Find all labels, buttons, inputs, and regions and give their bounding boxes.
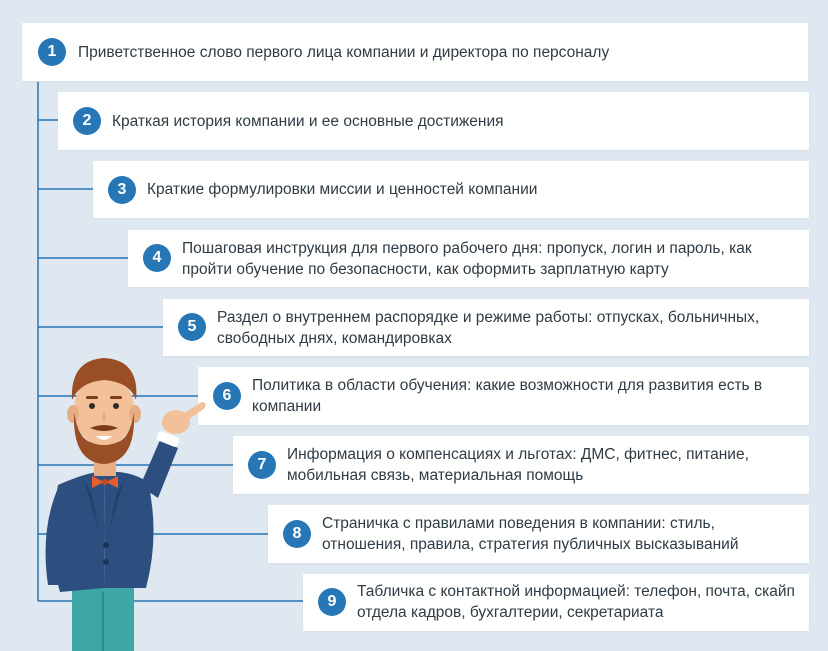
item-number-badge: 4	[143, 244, 171, 272]
item-card-5	[163, 299, 809, 356]
bearded-man-pointing-icon	[0, 330, 240, 651]
item-card-3	[93, 161, 809, 218]
item-number-badge: 7	[248, 451, 276, 479]
item-text: Краткие формулировки миссии и ценностей компании	[147, 181, 538, 198]
item-card-1	[22, 23, 808, 81]
item-number-badge: 1	[38, 38, 66, 66]
item-number-badge: 3	[108, 176, 136, 204]
item-number-badge: 9	[318, 588, 346, 616]
item-text: Раздел о внутреннем распорядке и режиме работы: отпусках, больничных, свободных днях, командировках	[217, 309, 760, 347]
item-number-badge: 8	[283, 520, 311, 548]
item-text: Страничка с правилами поведения в компании: стиль, отношения, правила, стратегия публичных высказываний	[322, 515, 739, 553]
item-card-9	[303, 574, 809, 631]
item-card-7	[233, 436, 809, 494]
item-card-4	[128, 230, 809, 287]
item-text: Краткая история компании и ее основные достижения	[112, 113, 504, 130]
item-text: Табличка с контактной информацией: телефон, почта, скайп отдела кадров, бухгалтерии, секретариата	[357, 583, 795, 621]
item-card-8	[268, 505, 809, 563]
item-card-2	[58, 92, 809, 150]
item-number-badge: 5	[178, 313, 206, 341]
item-number-badge: 6	[213, 382, 241, 410]
item-text: Информация о компенсациях и льготах: ДМС, фитнес, питание, мобильная связь, материальная помощь	[287, 446, 749, 484]
item-card-6	[198, 367, 809, 425]
item-text: Пошаговая инструкция для первого рабочего дня: пропуск, логин и пароль, как пройти обучение по безопасности, как оформить зарплатную карту	[182, 240, 752, 278]
item-number-badge: 2	[73, 107, 101, 135]
item-text: Приветственное слово первого лица компании и директора по персоналу	[78, 44, 610, 61]
item-text: Политика в области обучения: какие возможности для развития есть в компании	[252, 377, 763, 415]
